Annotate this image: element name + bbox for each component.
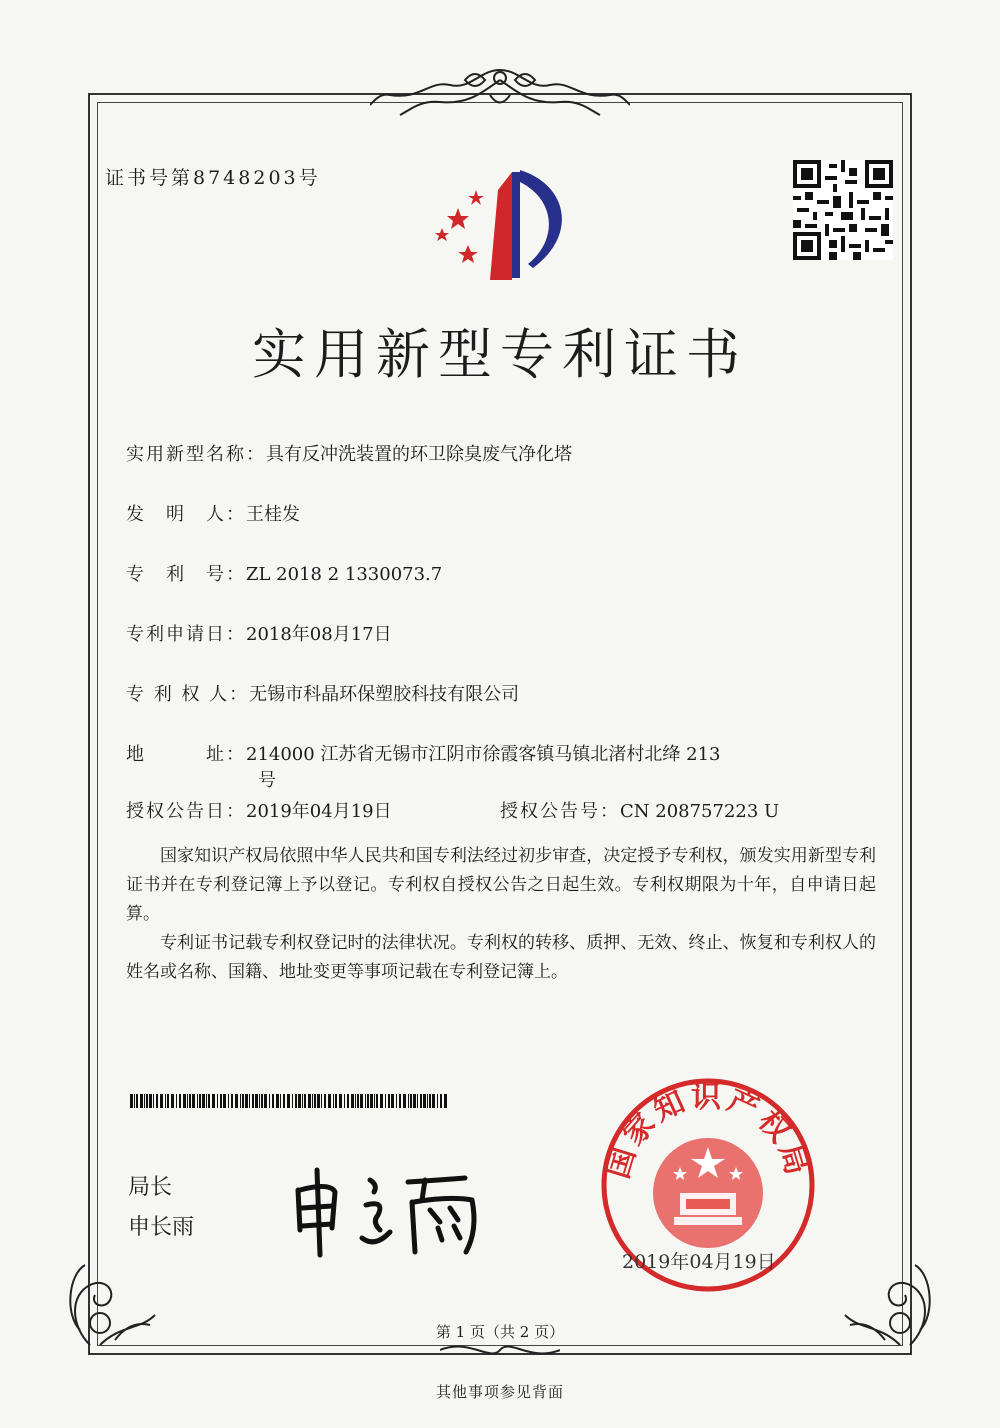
field-address-line2: 号 — [258, 770, 276, 791]
top-ornament — [370, 60, 630, 120]
paragraph-2: 专利证书记载专利权登记时的法律状况。专利权的转移、质押、无效、终止、恢复和专利权人的姓名或名称、国籍、地址变更等事项记载在专利登记簿上。 — [126, 933, 876, 982]
field-name-value: 具有反冲洗装置的环卫除臭废气净化塔 — [266, 444, 572, 465]
paragraph-1: 国家知识产权局依照中华人民共和国专利法经过初步审查，决定授予专利权，颁发实用新型专利证书并在专利登记簿上予以登记。专利权自授权公告之日起生效。专利权期限为十年，自申请日起算。 — [126, 846, 876, 924]
field-patent-number — [126, 560, 442, 586]
field-patentee-value: 无锡市科晶环保塑胶科技有限公司 — [249, 684, 520, 705]
field-grant-number-value: CN 208757223 U — [620, 801, 780, 822]
field-inventor — [126, 500, 300, 526]
field-address-label: 地 址： — [126, 744, 246, 765]
field-name-label: 实用新型名称： — [126, 444, 266, 465]
seal-date: 2019年04月19日 — [622, 1251, 776, 1273]
footer-note: 其他事项参见背面 — [435, 1383, 564, 1401]
patent-office-logo — [428, 160, 588, 285]
field-grant-date-label: 授权公告日： — [126, 801, 246, 822]
director-name: 申长雨 — [128, 1215, 195, 1240]
certificate-number: 证书号第8748203号 — [105, 167, 321, 189]
page-title: 实用新型专利证书 — [252, 323, 748, 386]
director-signature — [290, 1160, 510, 1260]
barcode — [130, 1094, 448, 1108]
field-address-value: 214000 江苏省无锡市江阴市徐霞客镇马镇北渚村北绛 213 — [246, 744, 721, 765]
field-patentee — [126, 680, 519, 706]
field-address — [126, 740, 721, 766]
field-patent-number-label: 专 利 号： — [126, 564, 246, 585]
field-inventor-label: 发 明 人： — [126, 504, 246, 525]
field-grant-date-value: 2019年04月19日 — [246, 801, 392, 822]
field-application-date — [126, 620, 392, 646]
field-patent-number-value: ZL 2018 2 1330073.7 — [246, 564, 443, 585]
qr-code — [793, 160, 893, 260]
field-inventor-value: 王桂发 — [246, 504, 300, 525]
page-number: 第 1 页（共 2 页） — [435, 1323, 565, 1341]
director-title: 局长 — [128, 1175, 173, 1200]
seal-text: 国家知识产权局 — [600, 1080, 816, 1183]
field-name — [126, 440, 572, 466]
field-grant-date — [126, 797, 392, 823]
field-application-date-label: 专利申请日： — [126, 624, 246, 645]
field-grant-number — [500, 797, 779, 823]
field-application-date-value: 2018年08月17日 — [246, 624, 392, 645]
field-patentee-label: 专 利 权 人： — [126, 684, 250, 705]
field-grant-number-label: 授权公告号： — [500, 801, 620, 822]
